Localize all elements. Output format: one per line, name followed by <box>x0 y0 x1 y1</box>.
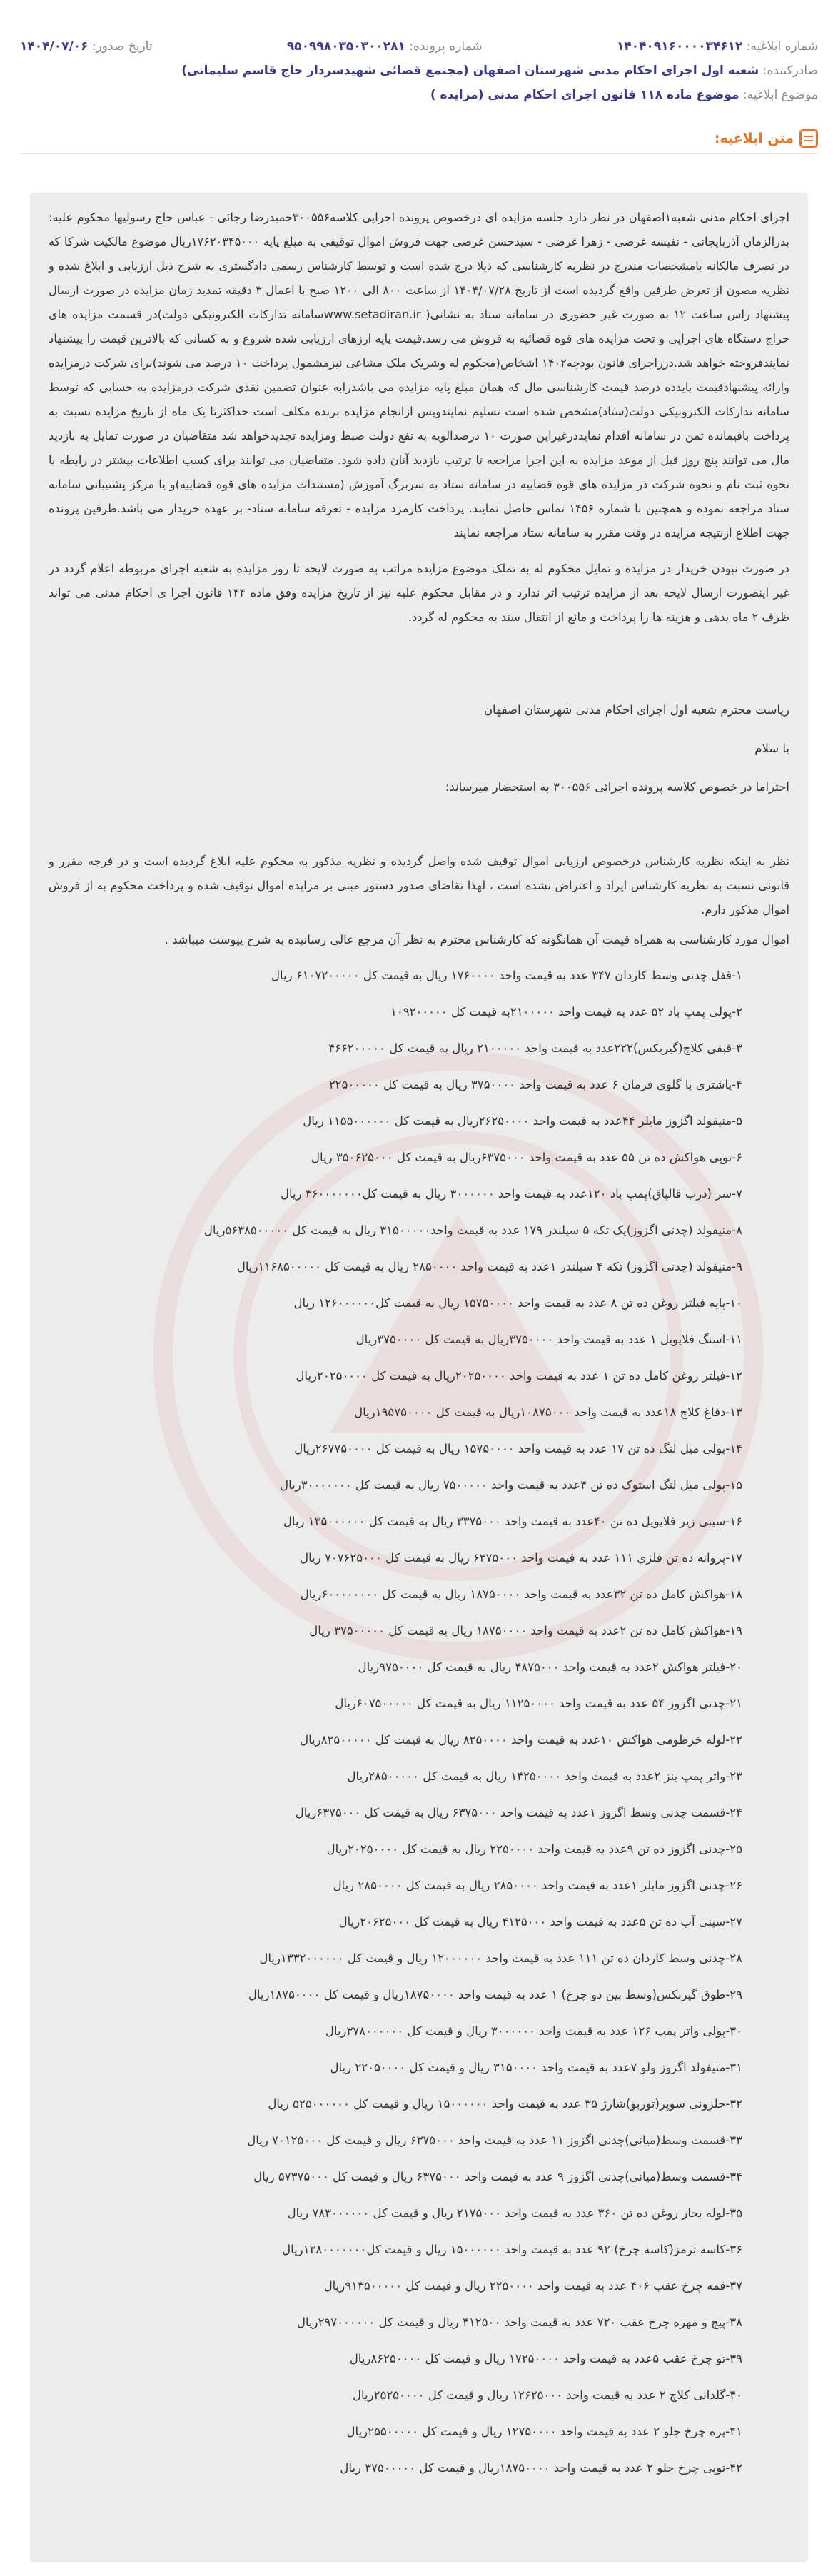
list-item: ۴۰-گلدانی کلاچ ۲ عدد به قیمت واحد ۱۲۶۲۵۰۰۰ ریال و قیمت کل ۲۵۲۵۰۰۰۰ریال <box>353 2388 742 2402</box>
list-item: ۳۳-قسمت وسط(میانی)چدنی اگزوز ۱۱ عدد به قیمت واحد ۶۳۷۵۰۰۰ ریال و قیمت کل ۷۰۱۲۵۰۰۰ ریال <box>247 2133 742 2147</box>
list-item: ۱۷-پروانه ده تن فلزی ۱۱۱ عدد به قیمت واحد ۶۳۷۵۰۰۰ ریال به قیمت کل ۷۰۷۶۲۵۰۰۰ ریال <box>300 1551 742 1565</box>
list-item: ۹-منیفولد (چدنی اگزوز) تکه ۴ سیلندر ۱عدد به قیمت واحد ۲۸۵۰۰۰۰ ریال به قیمت کل ۱۱۶۸۵۰۰۰۰۰ریال <box>236 1260 742 1273</box>
list-item: ۱۳-دفاغ کلاچ ۱۸عدد به قیمت واحد ۱۰۸۷۵۰۰۰ریال به قیمت کل ۱۹۵۷۵۰۰۰۰ریال <box>354 1405 742 1419</box>
list-item: ۳۹-تو چرخ عقب ۵عدد به قیمت واحد ۱۷۲۵۰۰۰۰ ریال و قیمت کل ۸۶۲۵۰۰۰۰ریال <box>349 2352 742 2365</box>
subject-line: موضوع ابلاغیه: موضوع ماده ۱۱۸ قانون اجرای احکام مدنی (مزایده ) <box>430 88 818 102</box>
list-item: ۳۲-حلزونی سوپر(توربو)شارژ ۳۵ عدد به قیمت واحد ۱۵۰۰۰۰۰۰ ریال و قیمت کل ۵۲۵۰۰۰۰۰۰ ریال <box>268 2097 742 2111</box>
list-item: ۳۸-پیچ و مهره چرخ عقب ۷۲۰ عدد به قیمت واحد ۴۱۲۵۰۰ ریال و قیمت کل ۲۹۷۰۰۰۰۰۰ریال <box>296 2315 742 2329</box>
auction-paragraph: اجرای احکام مدنی شعبه۱اصفهان در نظر دارد جلسه مزایده ای درخصوص پرونده اجرایی کلاسه۳۰۰۵۵۶حمیدرضا رجائی - عباس حاج رسولیها محکوم علیه: بدرالزمان آذربایجانی - نفیسه غرضی - زهرا غرضی - سیدحسن غرضی جهت فروش اموال توقیفی به مبلغ پایه ۱۷۶۲۰۳۴۵۰۰۰ریال موضوع مالکیت شرکا که در تصرف مالکانه بامشخصات مندرج در نظریه کارشناسی که ذیلا درج شده است و توسط کارشناس رسمی دادگستری به شرح ذیل ارزیابی و ابلاغ شده و نظریه مصون از تعرض طرفین واقع گردیده است از تاریخ ۱۴۰۴/۰۷/۲۸ از ساعت ۸۰۰ الی ۱۲۰۰ صبح با اعمال ۳ دقیقه تمدید زمان مزایده در صورت ارسال پیشنهاد راس ساعت ۱۲ به صورت غیر حضوری در سامانه ستاد به نشانی( www.setadiran.irسامانه تدارکات الکترونیکی دولت)در قسمت مزایده های حراج دستگاه های اجرایی و تحت مزایده های قوه قضائیه به فروش می رسد.قیمت پایه ارزهای ارزیابی شده شروع و به کسانی که بالاترین قیمت را پیشنهاد نمایندفروخته خواهد شد.درراجرای قانون بودجه۱۴۰۲ اشخاص(محکوم له وشریک ملک مشاعی نیزمشمول پرداخت ۱۰ درصد می شوند)برای شرکت درمزایده وارائه پیشنهادقیمت بایدده درصد قیمت کارشناسی مال که همان مبلغ پایه مزایده می باشدرابه عنوان تضمین نقدی شرکت درمزایده به حسابی که توسط سامانه تدارکات الکترونیکی دولت(ستاد)مشخص شده است تسلیم نمایندوپس ازانجام مزایده برنده مکلف است حداکثرتا یک ماه از تاریخ مزایده نسبت به پرداخت باقیمانده ثمن در سامانه اقدام نمایددرغیراین صورت ۱۰ درصدالویه به نفع دولت ضبط ومزایده تجدیدخواهد شد متقاضیان در صورت تمایل به بازدید مال می توانند پنج روز قبل از موعد مزایده به این اجرا مراجعه تا ترتیب بازدید آنان داده شود. متقاضیان می توانند برای کسب اطلاعات بیشتر در رابطه با نحوه ثبت نام و نحوه شرکت در مزایده های قوه قضاییه در سامانه ستاد به سربرگ آموزش (مستندات مزایده های قوه قضاییه)و یا مرکز پشتیبانی سامانه ستاد مراجعه نموده و همچنین با شماره ۱۴۵۶ تماس حاصل نمایند. پرداخت کارمزد مزایده - تعرفه سامانه ستاد- بر عهده خریدار می باشد.طرفین پرونده جهت اطلاع ازنتیجه مزایده در وقت مقرر به سامانه ستاد مراجعه نمایند <box>49 211 790 540</box>
list-item: ۴۱-پره چرخ جلو ۲ عدد به قیمت واحد ۱۲۷۵۰۰۰۰ ریال و قیمت کل ۲۵۵۰۰۰۰۰ریال <box>346 2425 742 2438</box>
addressee: ریاست محترم شعبه اول اجرای احکام مدنی شهرستان اصفهان <box>483 703 789 717</box>
items-intro: اموال مورد کارشناسی به همراه قیمت آن همانگونه که کارشناس محترم به نظر آن مرجع عالی رسانیده به شرح پیوست میباشد . <box>164 933 789 946</box>
notice-content <box>30 193 808 2562</box>
section-header <box>20 123 818 154</box>
notice-number: شماره ابلاغیه: ۱۴۰۴۰۹۱۶۰۰۰۰۳۴۶۱۲ <box>616 39 818 54</box>
list-item: ۱۹-هواکش کامل ده تن ۲عدد به قیمت واحد ۱۸۷۵۰۰۰۰ ریال به قیمت کل ۳۷۵۰۰۰۰۰ ریال <box>309 1624 742 1637</box>
list-item: ۱۲-فیلتر روغن کامل ده تن ۱ عدد به قیمت واحد ۲۰۲۵۰۰۰۰ریال به قیمت کل ۲۰۲۵۰۰۰۰ریال <box>296 1369 742 1383</box>
list-item: ۷-سر (درب قالپاق)پمپ باد ۱۲۰عدد به قیمت واحد ۳۰۰۰۰۰۰ ریال به قیمت کل۳۶۰۰۰۰۰۰۰ ریال <box>281 1187 742 1201</box>
list-item: ۳۶-کاسه ترمز(کاسه چرخ) ۹۲ عدد به قیمت واحد ۱۵۰۰۰۰۰۰ ریال و قیمت کل۱۳۸۰۰۰۰۰۰۰ریال <box>282 2243 742 2256</box>
issue-date: تاریخ صدور: ۱۴۰۴/۰۷/۰۶ <box>20 39 153 54</box>
list-item: ۲-پولی پمپ باد ۵۲ عدد به قیمت واحد ۲۱۰۰۰۰۰به قیمت کل ۱۰۹۲۰۰۰۰۰ <box>390 1005 742 1019</box>
list-item: ۳۱-منیفولد اگزوز ولو ۷عدد به قیمت واحد ۳۱۵۰۰۰۰ ریال و قیمت کل ۲۲۰۵۰۰۰۰ ریال <box>330 2061 742 2074</box>
list-item: ۲۸-چدنی وسط کاردان ده تن ۱۱۱ عدد به قیمت واحد ۱۲۰۰۰۰۰۰ ریال و قیمت کل ۱۳۳۲۰۰۰۰۰۰ریال <box>259 1951 742 1965</box>
list-item: ۲۵-چدنی اگزوز ده تن ۹عدد به قیمت واحد ۲۲۵۰۰۰۰ ریال به قیمت کل ۲۰۲۵۰۰۰۰ریال <box>326 1842 742 1856</box>
list-item: ۲۴-قسمت چدنی وسط اگزوز ۱عدد به قیمت واحد ۶۳۷۵۰۰۰ ریال به قیمت کل ۶۳۷۵۰۰۰ریال <box>295 1806 742 1819</box>
expert-paragraph: نظر به اینکه نظریه کارشناس درخصوص ارزیابی اموال توقیف شده واصل گردیده و نظریه مذکور به محکوم علیه ابلاغ گردیده است و در فرجه مقرر و قانونی نسبت به نظریه کارشناس ایراد و اعتراض نشده است ، لهذا تقاضای صدور دستور مبنی بر مزایده اموال توقیف شده و پرداخت محکوم به از فروش اموال مذکور دارم. <box>49 854 789 916</box>
list-item: ۴۲-توپی چرخ جلو ۲ عدد به قیمت واحد ۱۸۷۵۰۰۰۰ریال و قیمت کل ۳۷۵۰۰۰۰۰ ریال <box>340 2461 742 2475</box>
list-item: ۱۵-پولی میل لنگ استوک ده تن ۴عدد به قیمت واحد ۷۵۰۰۰۰۰ ریال به قیمت کل ۳۰۰۰۰۰۰۰ریال <box>280 1478 742 1492</box>
claimant-paragraph: در صورت نبودن خریدار در مزایده و تمایل محکوم له به تملک موضوع مزایده مراتب به صورت لایحه تا روز مزایده به شعبه اجرای مربوطه اعلام گردد در غیر اینصورت ارسال لایحه بعد از مزایده ترتیب اثر ندارد و در مقابل محکوم علیه نیز از تاریخ مزایده وفق ماده ۱۴۴ قانون اجرا ی احکام مدنی می تواند ظرف ۲ ماه بدهی و هزینه ها را پرداخت و مانع از انتقال سند به محکوم له گردد. <box>49 562 789 624</box>
list-item: ۸-منیفولد (چدنی اگزوز)یک تکه ۵ سیلندر ۱۷۹ عدد به قیمت واحد۳۱۵۰۰۰۰۰ ریال به قیمت کل ۵۶۳۸۵۰۰۰۰۰ریال <box>203 1223 742 1237</box>
list-item: ۱۱-اسنگ فلایویل ۱ عدد به قیمت واحد ۳۷۵۰۰۰۰ریال به قیمت کل ۳۷۵۰۰۰۰ریال <box>355 1333 742 1346</box>
list-item: ۲۷-سینی آب ده تن ۵عدد به قیمت واحد ۴۱۲۵۰۰۰ ریال به قیمت کل ۲۰۶۲۵۰۰۰ریال <box>338 1915 742 1929</box>
list-item: ۲۱-چدنی اگزوز ۵۴ عدد به قیمت واحد ۱۱۲۵۰۰۰۰ ریال به قیمت کل ۶۰۷۵۰۰۰۰۰ریال <box>335 1697 742 1710</box>
list-item: ۱-قفل چدنی وسط کاردان ۳۴۷ عدد به قیمت واحد ۱۷۶۰۰۰۰ ریال به قیمت کل ۶۱۰۷۲۰۰۰۰۰ ریال <box>271 969 742 982</box>
list-item: ۳۷-قمه چرخ عقب ۴۰۶ عدد به قیمت واحد ۲۲۵۰۰۰۰ ریال و قیمت کل ۹۱۳۵۰۰۰۰۰ریال <box>323 2279 742 2293</box>
list-item: ۵-منیفولد اگزوز مایلر ۴۴عدد به قیمت واحد ۲۶۲۵۰۰۰۰ریال به قیمت کل ۱۱۵۵۰۰۰۰۰۰ ریال <box>303 1114 742 1128</box>
list-item: ۲۰-فیلتر هواکش ۲عدد به قیمت واحد ۴۸۷۵۰۰۰ ریال به قیمت کل ۹۷۵۰۰۰۰ریال <box>358 1660 742 1674</box>
issuer-line: صادرکننده: شعبه اول اجرای احکام مدنی شهرستان اصفهان (مجتمع قضائی شهیدسردار حاج قاسم سلیمانی) <box>181 64 818 78</box>
list-item: ۱۶-سینی زیر فلایویل ده تن ۴۰عدد به قیمت واحد ۳۳۷۵۰۰۰ ریال به قیمت کل ۱۳۵۰۰۰۰۰۰ ریال <box>283 1515 742 1528</box>
case-number: شماره پرونده: ۹۵۰۹۹۸۰۳۵۰۳۰۰۲۸۱ <box>286 39 483 54</box>
list-item: ۳۰-پولی واتر پمپ ۱۲۶ عدد به قیمت واحد ۳۰۰۰۰۰۰ ریال و قیمت کل ۳۷۸۰۰۰۰۰۰ریال <box>325 2024 742 2038</box>
respect-line: احتراما در خصوص کلاسه پرونده اجرائی ۳۰۰۵۵۶ به استحضار میرساند: <box>445 780 789 794</box>
list-item: ۳۵-لوله بخار روغن ده تن ۳۶۰ عدد به قیمت واحد ۲۱۷۵۰۰۰ ریال و قیمت کل ۷۸۳۰۰۰۰۰۰ ریال <box>287 2206 742 2220</box>
list-item: ۱۴-پولی میل لنگ ده تن ۱۷ عدد به قیمت واحد ۱۵۷۵۰۰۰۰ ریال به قیمت کل ۲۶۷۷۵۰۰۰۰ریال <box>294 1442 742 1455</box>
list-item: ۳-قبقی کلاچ(گیربکس)۲۲۲عدد به قیمت واحد ۲۱۰۰۰۰۰ ریال به قیمت کل ۴۶۶۲۰۰۰۰۰ <box>328 1041 742 1055</box>
document-icon <box>799 129 818 148</box>
list-item: ۶-توپی هواکش ده تن ۵۵ عدد به قیمت واحد ۶۳۷۵۰۰۰ریال به قیمت کل ۳۵۰۶۲۵۰۰۰ ریال <box>311 1151 742 1164</box>
section-title: متن ابلاغیه: <box>714 130 794 146</box>
list-item: ۲۹-طوق گیربکس(وسط بین دو چرخ) ۱ عدد به قیمت واحد ۱۸۷۵۰۰۰۰ریال و قیمت کل ۱۸۷۵۰۰۰۰ریال <box>248 1988 742 2001</box>
list-item: ۱۸-هواکش کامل ده تن ۳۲عدد به قیمت واحد ۱۸۷۵۰۰۰۰ ریال به قیمت کل ۶۰۰۰۰۰۰۰۰ریال <box>300 1587 742 1601</box>
list-item: ۳۴-قسمت وسط(میانی)چدنی اگزوز ۹ عدد به قیمت واحد ۶۳۷۵۰۰۰ ریال و قیمت کل ۵۷۳۷۵۰۰۰ ریال <box>253 2170 742 2183</box>
list-item: ۱۰-پایه فیلتر روغن ده تن ۸ عدد به قیمت واحد ۱۵۷۵۰۰۰۰ ریال به قیمت کل۱۲۶۰۰۰۰۰۰ ریال <box>293 1296 742 1310</box>
notice-page <box>0 34 838 2576</box>
greeting: با سلام <box>754 742 789 755</box>
list-item: ۲۶-چدنی اگزوز مایلر ۱عدد به قیمت واحد ۲۸۵۰۰۰۰ ریال به قیمت کل ۲۸۵۰۰۰۰ ریال <box>333 1879 742 1892</box>
meta-row-top <box>0 34 838 59</box>
list-item: ۴-پاشتری یا گلوی فرمان ۶ عدد به قیمت واحد ۳۷۵۰۰۰۰ ریال به قیمت کل ۲۲۵۰۰۰۰۰ <box>328 1078 742 1091</box>
list-item: ۲۲-لوله خرطومی هواکش ۱۰عدد به قیمت واحد ۸۲۵۰۰۰۰ ریال به قیمت کل ۸۲۵۰۰۰۰۰ریال <box>300 1733 742 1747</box>
items-list <box>49 964 789 2480</box>
list-item: ۲۳-واتر پمپ بنز ۲عدد به قیمت واحد ۱۴۲۵۰۰۰۰ ریال به قیمت کل ۲۸۵۰۰۰۰۰ریال <box>347 1769 742 1783</box>
